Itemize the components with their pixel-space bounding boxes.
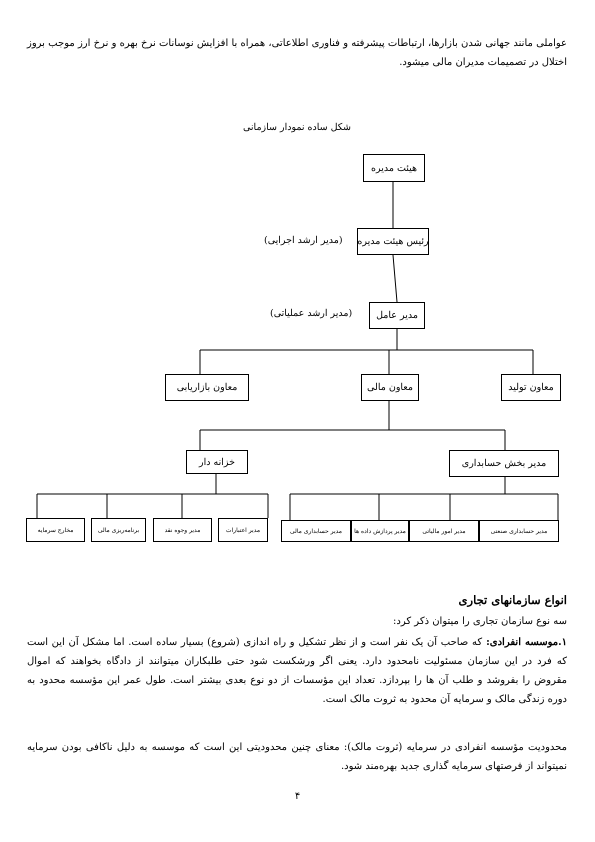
production-deputy-box: معاون تولید: [501, 374, 561, 401]
accounting-manager-box: مدیر بخش حسابداری: [449, 450, 559, 477]
industrial-accounting-box: مدیر حسابداری صنعتی: [479, 520, 559, 542]
credit-manager-box: مدیر اعتبارات: [218, 518, 268, 542]
managing-director-note: (مدیر ارشد عملیاتی): [270, 308, 353, 319]
chairman-note: (مدیر ارشد اجرایی): [264, 235, 343, 246]
board-of-directors-box: هیئت مدیره: [363, 154, 425, 182]
managing-director-box: مدیر عامل: [369, 302, 425, 329]
section-heading: انواع سازمانهای تجاری: [458, 593, 567, 607]
sole-proprietorship-paragraph: [27, 633, 567, 709]
treasurer-box: خزانه دار: [186, 450, 248, 474]
tax-affairs-box: مدیر امور مالیاتی: [409, 520, 479, 542]
capital-expenditure-box: مخارج سرمایه: [26, 518, 85, 542]
sole-proprietorship-term: ۱.موسسه انفرادی:: [482, 637, 567, 648]
finance-deputy-box: معاون مالی: [361, 374, 419, 401]
chart-caption: شکل ساده نمودار سازمانی: [243, 122, 352, 133]
intro-paragraph: عواملی مانند جهانی شدن بازارها، ارتباطات پیشرفته و فناوری اطلاعاتی، همراه با افزایش نوسانات نرخ بهره و نرخ ارز موجب بروز اختلال در تصمیمات مدیران مالی میشود.: [27, 38, 567, 68]
sole-proprietorship-text: که صاحب آن یک نفر است و از نظر تشکیل و راه اندازی (شروع) بسیار ساده است. اما مشکل آن این است که فرد در این سازمان مسئولیت نامحدود دارد. یعنی اگر ورشکست شود حتی طلبکاران میتوانند از دادگاه بخواهند که اموال مقروض را بفروشد و طلب آن ها را بپردازد. تعداد این مؤسسات از دو نوع بعدی بیشتر است. طول عمر این مؤسسه محدود به دوره زندگی مالک و سرمایه آن محدود به ثروت مالک است.: [27, 637, 567, 705]
data-processing-box: مدیر پردازش داده ها: [351, 520, 409, 542]
financial-accounting-box: مدیر حسابداری مالی: [281, 520, 351, 542]
cash-management-box: مدیر وجوه نقد: [153, 518, 212, 542]
board-chairman-box: رئیس هیئت مدیره: [357, 228, 429, 255]
limitation-paragraph: محدودیت مؤسسه انفرادی در سرمایه (ثروت مالک): معنای چنین محدودیتی این است که موسسه به دلیل ناکافی بودن سرمایه نمیتواند از فرصتهای سرمایه گذاری جدید بهره‌مند شود.: [27, 742, 567, 772]
financial-planning-box: برنامه‌ریزی مالی: [91, 518, 146, 542]
marketing-deputy-box: معاون بازاریابی: [165, 374, 249, 401]
section-intro: سه نوع سازمان تجاری را میتوان ذکر کرد:: [393, 616, 567, 627]
page-number: ۴: [294, 791, 301, 802]
